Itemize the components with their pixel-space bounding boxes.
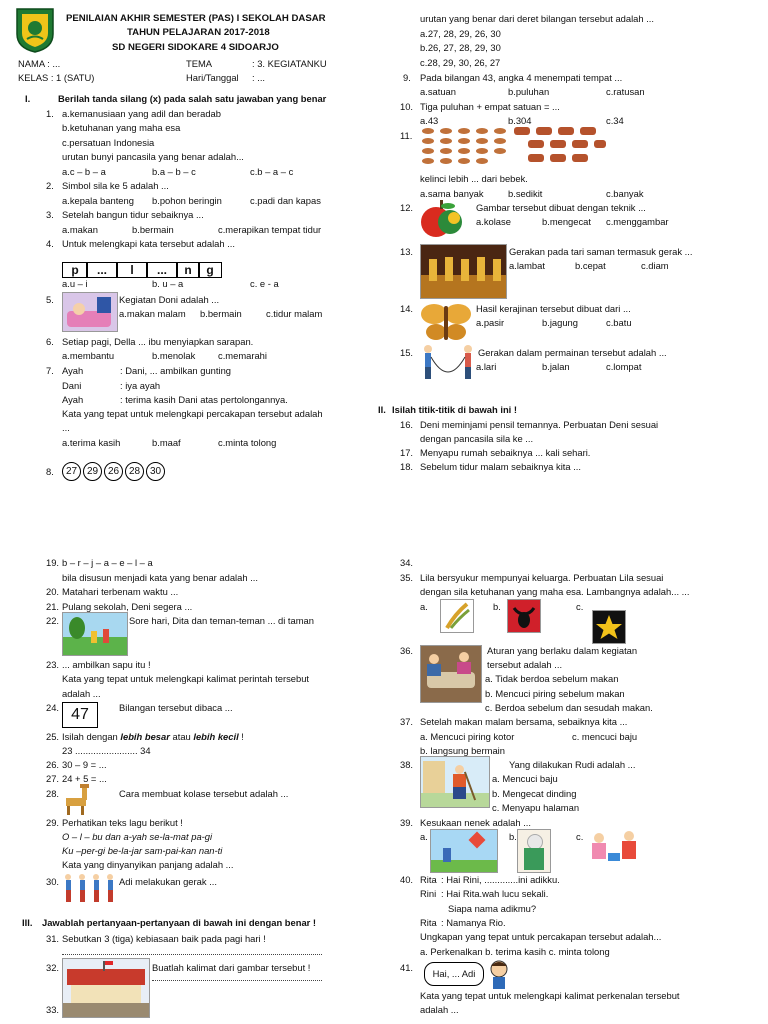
q13-number: 13. bbox=[400, 246, 414, 257]
q12-text: Gambar tersebut dibuat dengan teknik ... bbox=[476, 202, 646, 213]
q2-option-c[interactable]: c.padi dan kapas bbox=[250, 195, 321, 206]
q22-number: 22. bbox=[46, 615, 60, 626]
q41-line-2: adalah ... bbox=[420, 1004, 459, 1015]
q12-option-b[interactable]: b.mengecat bbox=[542, 216, 591, 227]
q35-option-c[interactable]: c. bbox=[576, 601, 584, 612]
q13-saman-dance-image bbox=[420, 244, 507, 299]
q40-speaker-3: Rita bbox=[420, 917, 437, 928]
q33-number: 33. bbox=[46, 1004, 60, 1015]
number-circle: 27 bbox=[62, 462, 81, 481]
q9-option-a[interactable]: a.satuan bbox=[420, 86, 456, 97]
q8-number: 8. bbox=[46, 466, 54, 477]
q31-answer-line[interactable] bbox=[62, 954, 322, 955]
q30-text: Adi melakukan gerak ... bbox=[119, 876, 217, 887]
q5-sleeping-child-image bbox=[62, 292, 118, 332]
q24-number-box: 47 bbox=[62, 702, 98, 728]
q16-line-2: dengan pancasila sila ke ... bbox=[420, 433, 534, 444]
q10-number: 10. bbox=[400, 101, 414, 112]
q8-question-text: urutan yang benar dari deret bilangan tersebut adalah ... bbox=[420, 13, 655, 24]
q34-number: 34. bbox=[400, 557, 414, 568]
q1-line-3: c.persatuan Indonesia bbox=[62, 137, 155, 148]
q1-line-4: urutan bunyi pancasila yang benar adalah... bbox=[62, 151, 244, 162]
q29-number: 29. bbox=[46, 817, 60, 828]
q2-option-a[interactable]: a.kepala banteng bbox=[62, 195, 134, 206]
q15-text: Gerakan dalam permainan tersebut adalah ... bbox=[478, 347, 667, 358]
q14-option-a[interactable]: a.pasir bbox=[476, 317, 505, 328]
q23-line-3: adalah ... bbox=[62, 688, 101, 699]
q36-line-2: tersebut adalah ... bbox=[487, 659, 563, 670]
q13-option-b[interactable]: b.cepat bbox=[575, 260, 606, 271]
number-circle: 30 bbox=[146, 462, 165, 481]
q38-boy-sweeping-image bbox=[420, 756, 490, 808]
q12-option-a[interactable]: a.kolase bbox=[476, 216, 511, 227]
q39-number: 39. bbox=[400, 817, 414, 828]
q4-text: Untuk melengkapi kata tersebut adalah ... bbox=[62, 238, 236, 249]
section-3-title: Jawablah pertanyaan-pertanyaan di bawah ini dengan benar ! bbox=[42, 917, 317, 928]
q6-option-c[interactable]: c.memarahi bbox=[218, 350, 267, 361]
q25-bold-1: lebih besar bbox=[120, 731, 170, 742]
q24-number: 24. bbox=[46, 702, 60, 713]
q36-number: 36. bbox=[400, 645, 414, 656]
q1-number: 1. bbox=[46, 108, 54, 119]
q7-speaker-3: Ayah bbox=[62, 394, 84, 405]
letter-cell: g bbox=[198, 262, 222, 278]
q25-text-3: ! bbox=[238, 731, 244, 742]
q39-kite-image bbox=[430, 829, 498, 873]
section-1-title: Berilah tanda silang (x) pada salah satu jawaban yang benar bbox=[58, 93, 327, 104]
q20-text: Matahari terbenam waktu ... bbox=[62, 586, 179, 597]
q7-option-b[interactable]: b.maaf bbox=[152, 437, 181, 448]
q37-option-b[interactable]: b. langsung bermain bbox=[420, 745, 505, 756]
q6-option-b[interactable]: b.menolak bbox=[152, 350, 196, 361]
q39-option-a[interactable]: a. bbox=[420, 831, 428, 842]
q7-line-4: Kata yang tepat untuk melengkapi percakapan tersebut adalah bbox=[62, 408, 323, 419]
q11-number: 11. bbox=[400, 130, 413, 141]
q41-speech-bubble bbox=[424, 962, 484, 986]
nama-field[interactable]: NAMA : ... bbox=[18, 58, 61, 69]
hari-label: Hari/Tanggal bbox=[186, 72, 239, 83]
tema-label: TEMA bbox=[186, 58, 213, 69]
q7-line-3: : terima kasih Dani atas pertolongannya. bbox=[120, 394, 288, 405]
q12-number: 12. bbox=[400, 202, 414, 213]
q1-option-a[interactable]: a.c – b – a bbox=[62, 166, 106, 177]
q40-speaker-2: Rini bbox=[420, 888, 437, 899]
q31-text: Sebutkan 3 (tiga) kebiasaan baik pada pagi hari ! bbox=[62, 933, 266, 944]
section-2-title: Isilah titik-titik di bawah ini ! bbox=[392, 404, 518, 415]
q28-text: Cara membuat kolase tersebut adalah ... bbox=[119, 788, 289, 799]
q30-number: 30. bbox=[46, 876, 60, 887]
q15-option-a[interactable]: a.lari bbox=[476, 361, 497, 372]
q5-option-b[interactable]: b.bermain bbox=[200, 308, 242, 319]
q13-text: Gerakan pada tari saman termasuk gerak ... bbox=[509, 246, 693, 257]
q41-line-1: Kata yang tepat untuk melengkapi kalimat perkenalan tersebut bbox=[420, 990, 680, 1001]
q40-line-5: Ungkapan yang tepat untuk percakapan tersebut adalah... bbox=[420, 931, 662, 942]
q7-line-5: ... bbox=[62, 422, 70, 433]
school-logo bbox=[14, 6, 56, 54]
q15-option-b[interactable]: b.jalan bbox=[542, 361, 570, 372]
q20-number: 20. bbox=[46, 586, 60, 597]
q23-line-2: Kata yang tepat untuk melengkapi kalimat perintah tersebut bbox=[62, 673, 310, 684]
q11-ducks-image bbox=[420, 125, 512, 167]
q7-speaker-2: Dani bbox=[62, 380, 82, 391]
letter-cell: ... bbox=[86, 262, 118, 278]
q27-number: 27. bbox=[46, 773, 60, 784]
q40-line-3: Siapa nama adikmu? bbox=[448, 903, 537, 914]
q17-number: 17. bbox=[400, 447, 414, 458]
q32-answer-line[interactable] bbox=[152, 980, 322, 981]
q14-option-c[interactable]: c.batu bbox=[606, 317, 632, 328]
q8-option-a[interactable]: a.27, 28, 29, 26, 30 bbox=[420, 28, 501, 39]
q16-number: 16. bbox=[400, 419, 414, 430]
q3-number: 3. bbox=[46, 209, 54, 220]
q21-number: 21. bbox=[46, 601, 60, 612]
q3-option-b[interactable]: b.bermain bbox=[132, 224, 174, 235]
q7-speaker-1: Ayah bbox=[62, 365, 84, 376]
hari-value[interactable]: : ... bbox=[252, 72, 266, 83]
q9-number: 9. bbox=[403, 72, 411, 83]
q39-children-playing-image bbox=[590, 827, 644, 869]
q36-family-meal-image bbox=[420, 645, 482, 703]
q12-option-c[interactable]: c.menggambar bbox=[606, 216, 669, 227]
q39-option-b[interactable]: b. bbox=[509, 831, 517, 842]
q7-option-a[interactable]: a.terima kasih bbox=[62, 437, 121, 448]
q35-star-symbol-icon bbox=[592, 610, 626, 644]
q41-boy-icon bbox=[488, 960, 510, 990]
q40-line-4: : Namanya Rio. bbox=[441, 917, 506, 928]
q40-speaker-1: Rita bbox=[420, 874, 437, 885]
q38-text: Yang dilakukan Rudi adalah ... bbox=[509, 759, 636, 770]
q31-number: 31. bbox=[46, 933, 60, 944]
q10-option-b[interactable]: b.304 bbox=[508, 115, 532, 126]
q11-text: kelinci lebih ... dari bebek. bbox=[420, 173, 528, 184]
q22-text: Sore hari, Dita dan teman-teman ... di taman bbox=[129, 615, 314, 626]
q36-option-c[interactable]: c. Berdoa sebelum dan sesudah makan. bbox=[485, 702, 653, 713]
q7-option-c[interactable]: c.minta tolong bbox=[218, 437, 277, 448]
q19-number: 19. bbox=[46, 557, 60, 568]
q38-option-b[interactable]: b. Mengecat dinding bbox=[492, 788, 577, 799]
q4-number: 4. bbox=[46, 238, 54, 249]
kelas-field: KELAS : 1 (SATU) bbox=[18, 72, 95, 83]
q14-butterfly-craft-image bbox=[420, 300, 472, 342]
q25-text-1: Isilah dengan bbox=[62, 731, 121, 742]
q2-text: Simbol sila ke 5 adalah ... bbox=[62, 180, 169, 191]
q11-option-b[interactable]: b.sedikit bbox=[508, 188, 543, 199]
q37-option-a[interactable]: a. Mencuci piring kotor bbox=[420, 731, 515, 742]
q39-grandma-image bbox=[517, 829, 551, 873]
q39-option-c[interactable]: c. bbox=[576, 831, 584, 842]
section-3-number: III. bbox=[22, 917, 33, 928]
q40-number: 40. bbox=[400, 874, 414, 885]
q2-number: 2. bbox=[46, 180, 54, 191]
q32-number: 32. bbox=[46, 962, 60, 973]
q6-text: Setiap pagi, Della ... ibu menyiapkan sarapan. bbox=[62, 336, 254, 347]
q39-text: Kesukaan nenek adalah ... bbox=[420, 817, 532, 828]
q1-option-b[interactable]: b.a – b – c bbox=[152, 166, 196, 177]
q32-school-image bbox=[62, 958, 150, 1018]
header-line-2: TAHUN PELAJARAN 2017-2018 bbox=[127, 27, 270, 38]
q25-bold-2: lebih kecil bbox=[193, 731, 239, 742]
q13-option-c[interactable]: c.diam bbox=[641, 260, 669, 271]
q4-option-b[interactable]: b. u – a bbox=[152, 278, 184, 289]
q8-option-c[interactable]: c.28, 29, 30, 26, 27 bbox=[420, 57, 501, 68]
q29-lyric-2: Ku –per-gi be-la-jar sam-pai-kan nan-ti bbox=[62, 845, 223, 856]
q25-text-2: atau bbox=[169, 731, 194, 742]
q29-lyric-1: O – l – bu dan a-yah se-la-mat pa-gi bbox=[62, 831, 213, 842]
q4-option-a[interactable]: a.u – i bbox=[62, 278, 88, 289]
q3-option-c[interactable]: c.merapikan tempat tidur bbox=[218, 224, 322, 235]
header-line-1: PENILAIAN AKHIR SEMESTER (PAS) I SEKOLAH DASAR bbox=[66, 13, 326, 24]
q8-option-b[interactable]: b.26, 27, 28, 29, 30 bbox=[420, 42, 501, 53]
q5-text: Kegiatan Doni adalah ... bbox=[119, 294, 220, 305]
q10-option-a[interactable]: a.43 bbox=[420, 115, 439, 126]
q18-text: Sebelum tidur malam sebaiknya kita ... bbox=[420, 461, 582, 472]
q7-number: 7. bbox=[46, 365, 54, 376]
q21-text: Pulang sekolah, Deni segera ... bbox=[62, 601, 193, 612]
section-2-number: II. bbox=[378, 404, 386, 415]
q3-text: Setelah bangun tidur sebaiknya ... bbox=[62, 209, 204, 220]
q40-line-1: : Hai Rini, .............ini adikku. bbox=[441, 874, 560, 885]
q37-text: Setelah makan malam bersama, sebaiknya kita ... bbox=[420, 716, 628, 727]
q5-option-c[interactable]: c.tidur malam bbox=[266, 308, 323, 319]
letter-cell: ... bbox=[146, 262, 178, 278]
q11-option-c[interactable]: c.banyak bbox=[606, 188, 644, 199]
q6-number: 6. bbox=[46, 336, 54, 347]
q5-number: 5. bbox=[46, 294, 54, 305]
letter-cell: l bbox=[116, 262, 148, 278]
q16-line-1: Deni meminjami pensil temannya. Perbuatan Deni sesuai bbox=[420, 419, 659, 430]
q7-line-1: : Dani, ... ambilkan gunting bbox=[120, 365, 231, 376]
q36-option-b[interactable]: b. Mencuci piring sebelum makan bbox=[485, 688, 625, 699]
q9-option-c[interactable]: c.ratusan bbox=[606, 86, 645, 97]
q35-bull-head-symbol-icon bbox=[507, 599, 541, 633]
q15-option-c[interactable]: c.lompat bbox=[606, 361, 642, 372]
q15-number: 15. bbox=[400, 347, 414, 358]
q10-option-c[interactable]: c.34 bbox=[606, 115, 624, 126]
q9-text: Pada bilangan 43, angka 4 menempati tempat ... bbox=[420, 72, 623, 83]
q29-line-4: Kata yang dinyanyikan panjang adalah ... bbox=[62, 859, 234, 870]
header-line-3: SD NEGERI SIDOKARE 4 SIDOARJO bbox=[112, 42, 279, 53]
q25-number: 25. bbox=[46, 731, 60, 742]
q26-text: 30 – 9 = ... bbox=[62, 759, 107, 770]
q5-option-a[interactable]: a.makan malam bbox=[119, 308, 186, 319]
q13-option-a[interactable]: a.lambat bbox=[509, 260, 545, 271]
q23-line-1: ... ambilkan sapu itu ! bbox=[62, 659, 151, 670]
section-1-number: I. bbox=[25, 93, 31, 104]
q25-compare[interactable]: 23 ........................ 34 bbox=[62, 745, 151, 756]
q27-text: 24 + 5 = ... bbox=[62, 773, 107, 784]
q6-option-a[interactable]: a.membantu bbox=[62, 350, 115, 361]
q35-number: 35. bbox=[400, 572, 414, 583]
number-circle: 28 bbox=[125, 462, 144, 481]
q4-option-c[interactable]: c. e - a bbox=[250, 278, 279, 289]
q30-children-exercise-image bbox=[62, 872, 116, 904]
q36-line-1: Aturan yang berlaku dalam kegiatan bbox=[487, 645, 638, 656]
q28-number: 28. bbox=[46, 788, 60, 799]
q26-number: 26. bbox=[46, 759, 60, 770]
q11-rabbits-image bbox=[510, 125, 608, 167]
q41-number: 41. bbox=[400, 962, 414, 973]
q35-option-a[interactable]: a. bbox=[420, 601, 428, 612]
q36-option-a[interactable]: a. Tidak berdoa sebelum makan bbox=[485, 673, 619, 684]
q41-bubble-text: Hai, ... Adi bbox=[432, 968, 476, 979]
q14-number: 14. bbox=[400, 303, 414, 314]
letter-cell: p bbox=[62, 262, 88, 278]
tema-value: : 3. KEGIATANKU bbox=[252, 58, 327, 69]
q28-giraffe-collage-image bbox=[62, 784, 96, 816]
q38-option-a[interactable]: a. Mencuci baju bbox=[492, 773, 558, 784]
q29-line-1: Perhatikan teks lagu berikut ! bbox=[62, 817, 183, 828]
q40-options[interactable]: a. Perkenalkan b. terima kasih c. minta tolong bbox=[420, 946, 610, 957]
q40-line-2: : Hai Rita.wah lucu sekali. bbox=[441, 888, 549, 899]
letter-cell: n bbox=[176, 262, 200, 278]
q24-text: Bilangan tersebut dibaca ... bbox=[119, 702, 233, 713]
q37-option-c[interactable]: c. mencuci baju bbox=[572, 731, 638, 742]
q35-line-1: Lila bersyukur mempunyai keluarga. Perbuatan Lila sesuai bbox=[420, 572, 664, 583]
q38-option-c[interactable]: c. Menyapu halaman bbox=[492, 802, 580, 813]
q12-mosaic-apple-image bbox=[420, 198, 464, 240]
number-circle: 26 bbox=[104, 462, 123, 481]
q9-option-b[interactable]: b.puluhan bbox=[508, 86, 550, 97]
q25-instruction bbox=[62, 731, 244, 742]
q32-text: Buatlah kalimat dari gambar tersebut ! bbox=[152, 962, 311, 973]
q15-rope-jumping-image bbox=[420, 343, 476, 383]
q35-rice-cotton-symbol-icon bbox=[440, 599, 474, 633]
q7-line-2: : iya ayah bbox=[120, 380, 161, 391]
q35-line-2: dengan sila ketuhanan yang maha esa. Lambangnya adalah... ... bbox=[420, 586, 690, 597]
q3-option-a[interactable]: a.makan bbox=[62, 224, 98, 235]
q18-number: 18. bbox=[400, 461, 414, 472]
q22-park-image bbox=[62, 612, 128, 656]
q11-option-a[interactable]: a.sama banyak bbox=[420, 188, 484, 199]
q37-number: 37. bbox=[400, 716, 414, 727]
q19-letters: b – r – j – a – e – l – a bbox=[62, 557, 153, 568]
q1-line-2: b.ketuhanan yang maha esa bbox=[62, 122, 181, 133]
q35-option-b[interactable]: b. bbox=[493, 601, 501, 612]
q23-number: 23. bbox=[46, 659, 60, 670]
q10-text: Tiga puluhan + empat satuan = ... bbox=[420, 101, 560, 112]
number-circle: 29 bbox=[83, 462, 102, 481]
q14-text: Hasil kerajinan tersebut dibuat dari ... bbox=[476, 303, 631, 314]
q14-option-b[interactable]: b.jagung bbox=[542, 317, 578, 328]
q1-option-c[interactable]: c.b – a – c bbox=[250, 166, 294, 177]
q1-line-1: a.kemanusiaan yang adil dan beradab bbox=[62, 108, 221, 119]
q38-number: 38. bbox=[400, 759, 414, 770]
q2-option-b[interactable]: b.pohon beringin bbox=[152, 195, 222, 206]
q17-text: Menyapu rumah sebaiknya ... kali sehari. bbox=[420, 447, 591, 458]
q19-line-2: bila disusun menjadi kata yang benar adalah ... bbox=[62, 572, 258, 583]
